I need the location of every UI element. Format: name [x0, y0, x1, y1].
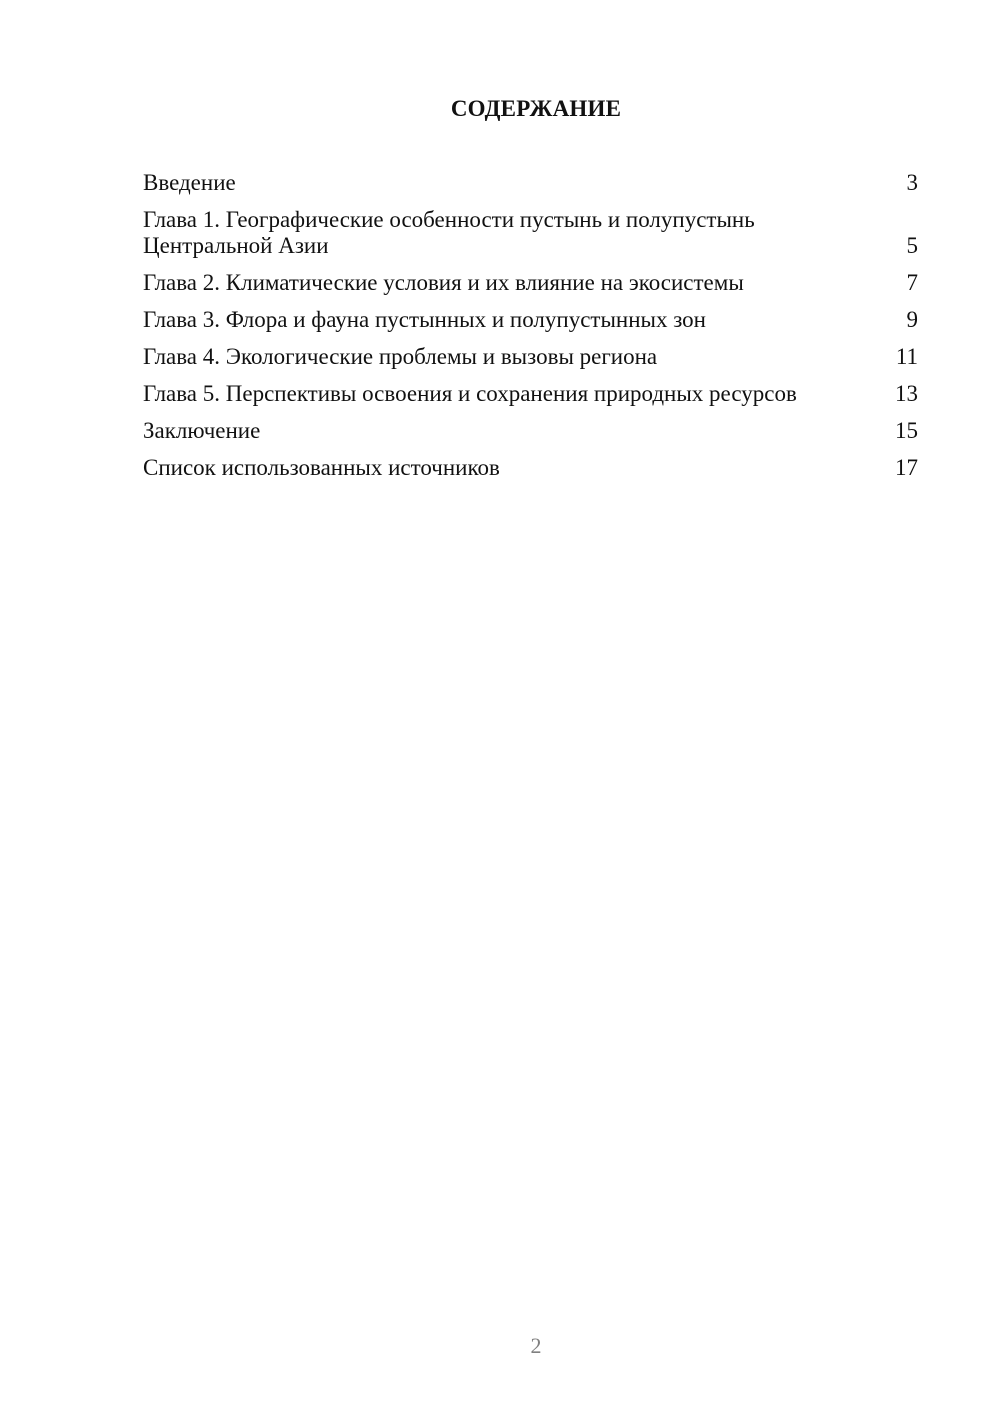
page-title: СОДЕРЖАНИЕ	[450, 96, 622, 121]
toc-entry-title: Заключение	[143, 418, 261, 443]
toc-entry-title: Список использованных источников	[143, 455, 500, 480]
toc-entry-page: 11	[895, 344, 918, 369]
toc-entry-page: 7	[906, 270, 918, 295]
toc-entry-chapter-2	[143, 270, 918, 296]
toc-entry-title: Глава 1. Географические особенности пустынь и полупустынь Центральной Азии	[143, 207, 755, 258]
toc-entry-chapter-3	[143, 307, 918, 333]
page-number: 2	[530, 1333, 542, 1358]
toc-entry-chapter-4	[143, 344, 918, 370]
toc-entry-page: 17	[895, 455, 918, 480]
toc-entry-page: 3	[906, 170, 918, 195]
toc-entry-page: 5	[906, 233, 918, 258]
toc-entry-title: Глава 3. Флора и фауна пустынных и полупустынных зон	[143, 307, 706, 332]
toc-entry-page: 13	[895, 381, 918, 406]
toc-entry-conclusion	[143, 418, 918, 444]
toc-entry-title: Глава 4. Экологические проблемы и вызовы региона	[143, 344, 658, 369]
toc-entry-chapter-5	[143, 381, 918, 407]
toc-entry-title: Введение	[143, 170, 236, 195]
toc-entry-page: 15	[895, 418, 918, 443]
toc-entry-chapter-1	[143, 207, 918, 259]
toc-entry-page: 9	[906, 307, 918, 332]
toc-entry-introduction	[143, 170, 918, 196]
table-of-contents	[143, 170, 918, 492]
toc-entry-references	[143, 455, 918, 481]
toc-entry-title: Глава 2. Климатические условия и их влияние на экосистемы	[143, 270, 744, 295]
toc-entry-title: Глава 5. Перспективы освоения и сохранения природных ресурсов	[143, 381, 797, 406]
